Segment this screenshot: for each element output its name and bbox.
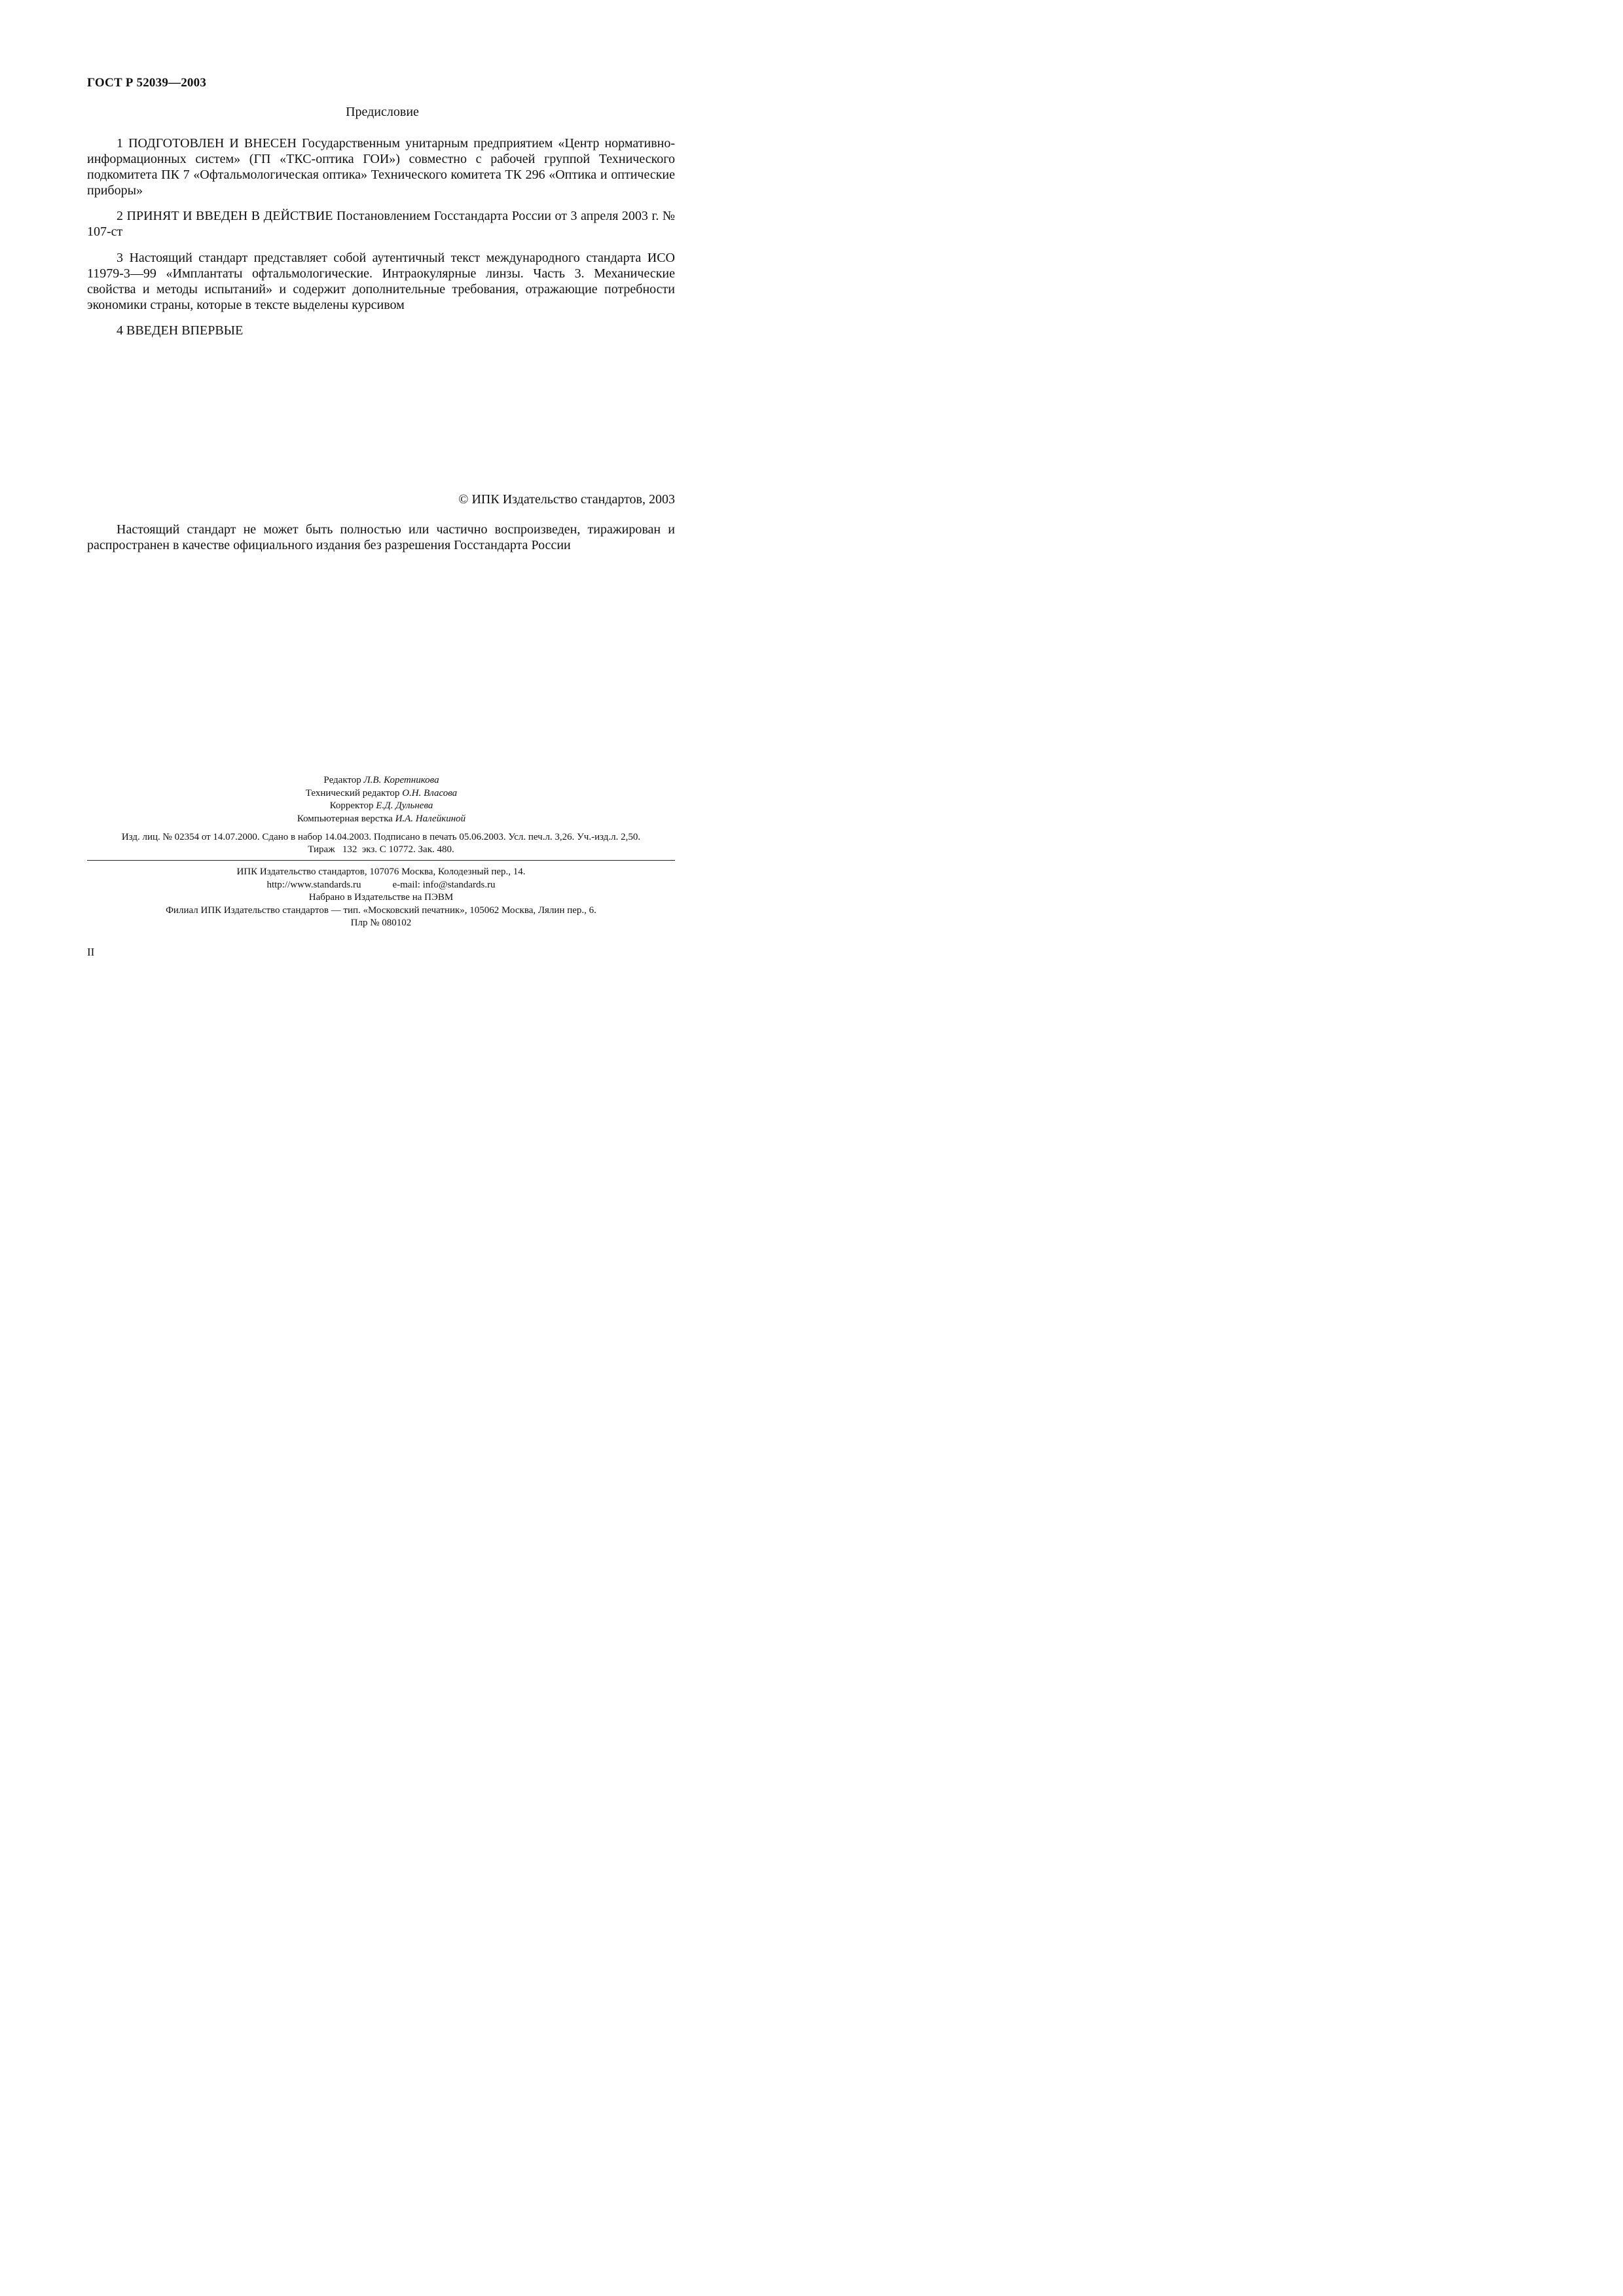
- credit-role: Технический редактор: [305, 787, 400, 798]
- editorial-credits: [0, 774, 763, 825]
- credit-line: [0, 813, 763, 826]
- publisher-info: [87, 866, 675, 930]
- publication-info-line-1: Изд. лиц. № 02354 от 14.07.2000. Сдано в набор 14.04.2003. Подписано в печать 05.06.2003. Усл. печ.л. 3,26. Уч.-изд.л. 2,50.: [121, 832, 641, 842]
- item-text: Настоящий стандарт представляет собой аутентичный текст международного стандарта ИСО 11979-3—99 «Имплантаты офтальмологические. Интраокулярные линзы. Часть 3. Механические свойства и методы испытаний» и содержит дополнительные требования, отражающие потребности экономики страны, которые в тексте выделены курсивом: [87, 251, 675, 312]
- printer-license: Плр № 080102: [350, 918, 412, 928]
- credit-line: [0, 774, 763, 787]
- credit-line: [0, 800, 763, 813]
- credit-role: Корректор: [329, 800, 374, 811]
- credit-name: Л.В. Коретникова: [363, 775, 439, 785]
- publisher-email: e-mail: info@standards.ru: [392, 879, 496, 890]
- item-text: Государственным унитарным предприятием «Центр нормативно-информационных систем» (ГП «ТКС-оптика ГОИ») совместно с рабочей группой Технического подкомитета ПК 7 «Офтальмологическая оптика» Технического комитета ТК 296 «Оптика и оптические приборы»: [87, 136, 676, 198]
- item-number: 3: [117, 251, 123, 265]
- item-number: 1: [117, 136, 123, 151]
- publication-info: [87, 831, 675, 856]
- item-heading: ПРИНЯТ И ВВЕДЕН В ДЕЙСТВИЕ: [126, 209, 333, 223]
- credit-name: Е.Д. Дульнева: [376, 800, 433, 811]
- preface-item-3: [87, 250, 675, 313]
- credit-role: Редактор: [323, 775, 361, 785]
- divider-line: [87, 860, 675, 861]
- page-number: II: [87, 946, 95, 958]
- preface-item-1: [87, 135, 675, 198]
- publisher-contacts: [87, 879, 675, 892]
- credit-name: И.А. Налейкиной: [395, 813, 466, 824]
- publication-info-line-2: Тираж 132 экз. С 10772. Зак. 480.: [308, 844, 454, 855]
- credit-line: [0, 787, 763, 800]
- item-heading: ВВЕДЕН ВПЕРВЫЕ: [126, 323, 244, 338]
- item-text: Постановлением Госстандарта России от 3 апреля 2003 г. № 107-ст: [87, 209, 676, 239]
- item-number: 4: [117, 323, 123, 338]
- preface-item-4: [87, 323, 675, 338]
- branch-printer: Филиал ИПК Издательство стандартов — тип. «Московский печатник», 105062 Москва, Лялин пер., 6.: [166, 905, 596, 916]
- copyright-line: © ИПК Издательство стандартов, 2003: [458, 492, 675, 507]
- credit-role: Компьютерная верстка: [297, 813, 393, 824]
- typeset-note: Набрано в Издательстве на ПЭВМ: [308, 892, 454, 903]
- publisher-address: ИПК Издательство стандартов, 107076 Москва, Колодезный пер., 14.: [236, 867, 526, 877]
- preface-item-2: [87, 208, 675, 240]
- item-number: 2: [117, 209, 123, 223]
- item-heading: ПОДГОТОВЛЕН И ВНЕСЕН: [128, 136, 297, 151]
- credit-name: О.Н. Власова: [402, 787, 458, 798]
- copyright-notice: Настоящий стандарт не может быть полностью или частично воспроизведен, тиражирован и распространен в качестве официального издания без разрешения Госстандарта России: [87, 522, 675, 552]
- document-page: [0, 0, 720, 1018]
- preface-title: Предисловие: [346, 105, 419, 119]
- document-code: ГОСТ Р 52039—2003: [87, 76, 207, 90]
- publisher-website: http://www.standards.ru: [266, 879, 361, 890]
